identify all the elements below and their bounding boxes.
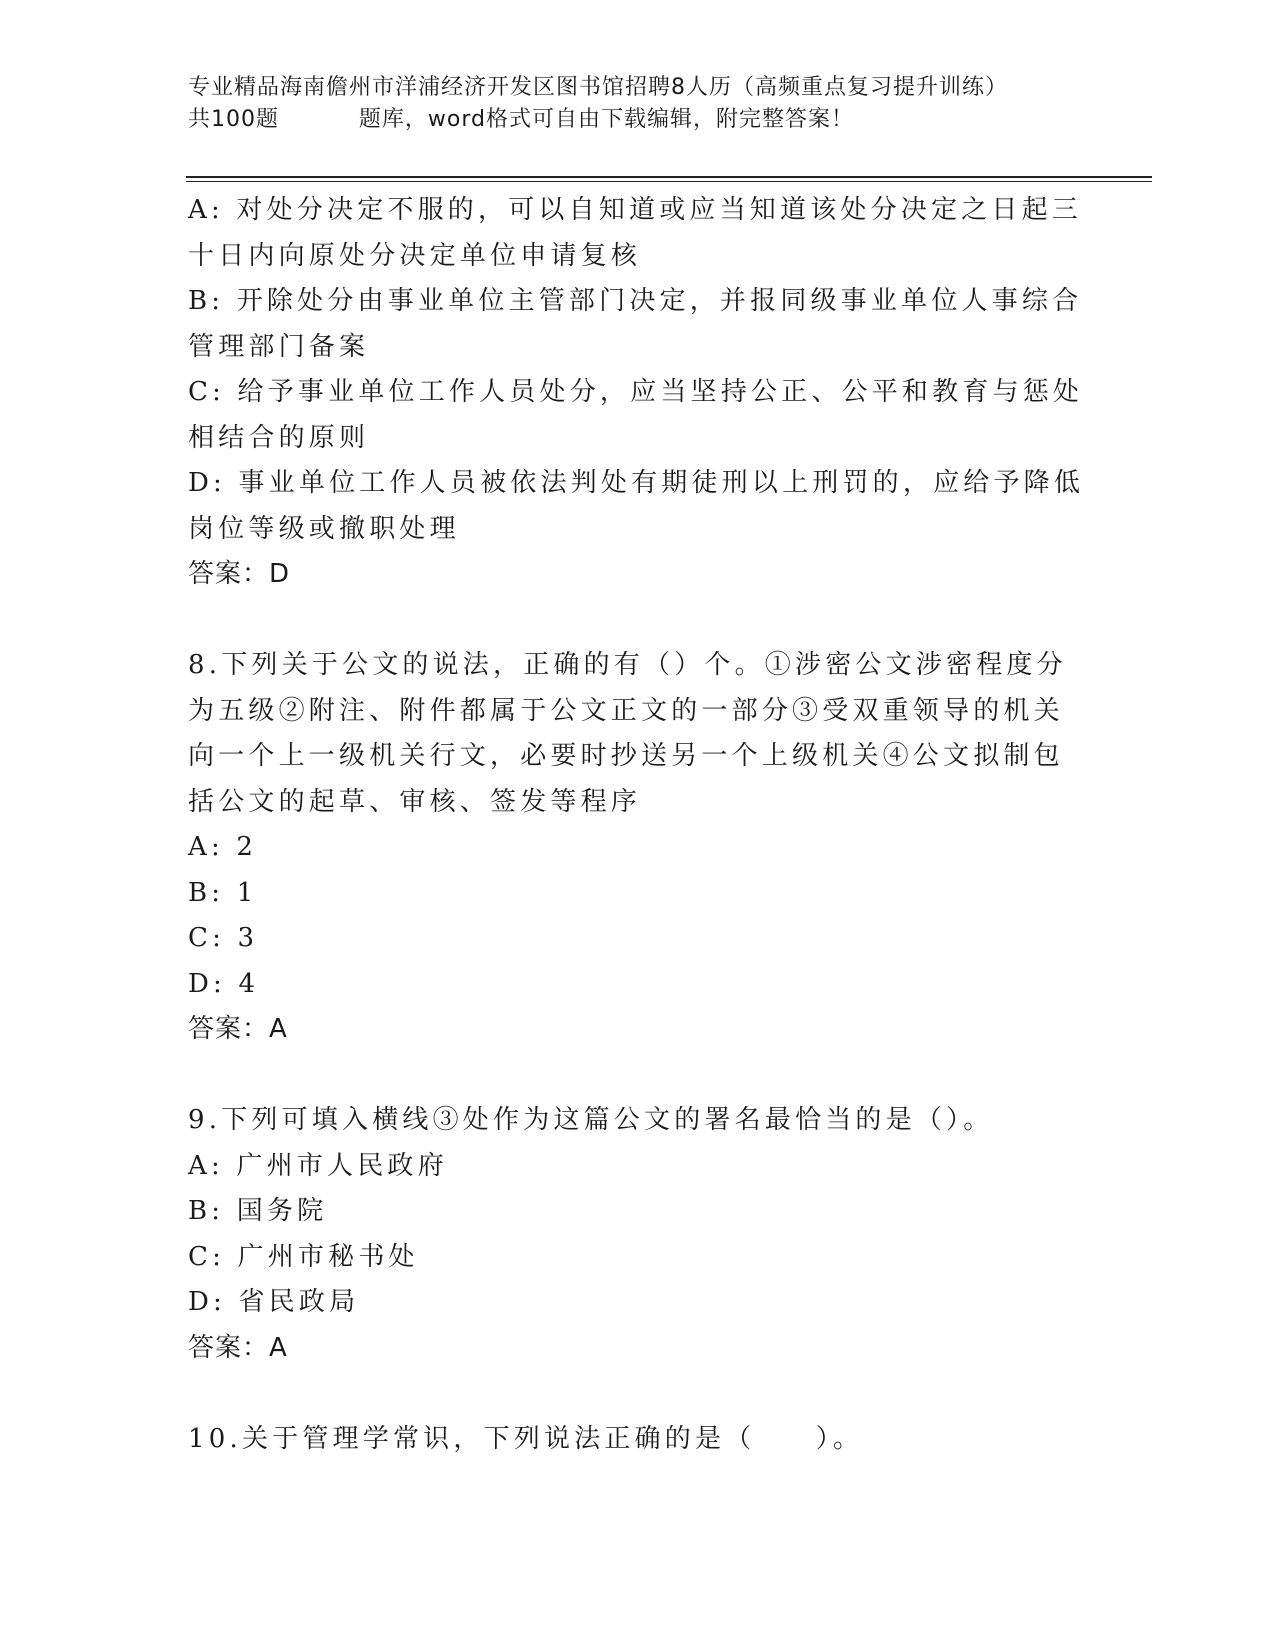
q8-question-text: 8.下列关于公文的说法，正确的有（）个。①涉密公文涉密程度分为五级②附注、附件都属于公文正文的一部分③受双重领导的机关向一个上一级机关行文，必要时抄送另一个上级机关④公文拟制包括公文的起草、审核、签发等程序	[188, 650, 1067, 817]
q9-option-a: A: 广州市人民政府	[188, 1150, 448, 1181]
q9-answer: 答案：A	[188, 1332, 288, 1363]
question-7	[188, 188, 1088, 598]
q7-option-d: D: 事业单位工作人员被依法判处有期徒刑以上刑罚的，应给予降低岗位等级或撤职处理	[188, 468, 1085, 544]
header-line-1: 专业精品海南儋州市洋浦经济开发区图书馆招聘8人历（高频重点复习提升训练）	[188, 75, 1008, 100]
header-rule-thick	[186, 176, 1152, 178]
question-10	[188, 1417, 1088, 1463]
q8-answer: 答案：A	[188, 1014, 288, 1044]
q9-option-d: D: 省民政局	[188, 1287, 360, 1317]
question-9	[188, 1098, 1088, 1371]
q7-option-a: A: 对处分决定不服的，可以自知道或应当知道该处分决定之日起三十日内向原处分决定单位申请复核	[188, 195, 1083, 271]
q8-option-a: A: 2	[188, 832, 258, 862]
q7-option-c: C: 给予事业单位工作人员处分，应当坚持公正、公平和教育与惩处相结合的原则	[188, 377, 1084, 453]
q8-option-d: D: 4	[188, 968, 260, 999]
document-body	[188, 188, 1088, 1462]
header-line-2: 共100题 题库，word格式可自由下载编辑，附完整答案！	[188, 107, 855, 132]
q8-option-c: C: 3	[188, 923, 259, 953]
q9-option-b: B: 国务院	[188, 1196, 328, 1226]
document-header	[188, 72, 1088, 136]
q9-question-text: 9.下列可填入横线③处作为这篇公文的署名最恰当的是（）。	[188, 1105, 994, 1135]
q7-option-b: B: 开除处分由事业单位主管部门决定，并报同级事业单位人事综合管理部门备案	[188, 286, 1083, 362]
q7-answer: 答案：D	[188, 559, 291, 589]
q8-option-b: B: 1	[188, 877, 258, 908]
q10-question-text: 10.关于管理学常识，下列说法正确的是（ ）。	[188, 1423, 864, 1454]
q9-option-c: C: 广州市秘书处	[188, 1241, 419, 1272]
header-rule-thin	[186, 181, 1152, 182]
question-8	[188, 643, 1088, 1053]
